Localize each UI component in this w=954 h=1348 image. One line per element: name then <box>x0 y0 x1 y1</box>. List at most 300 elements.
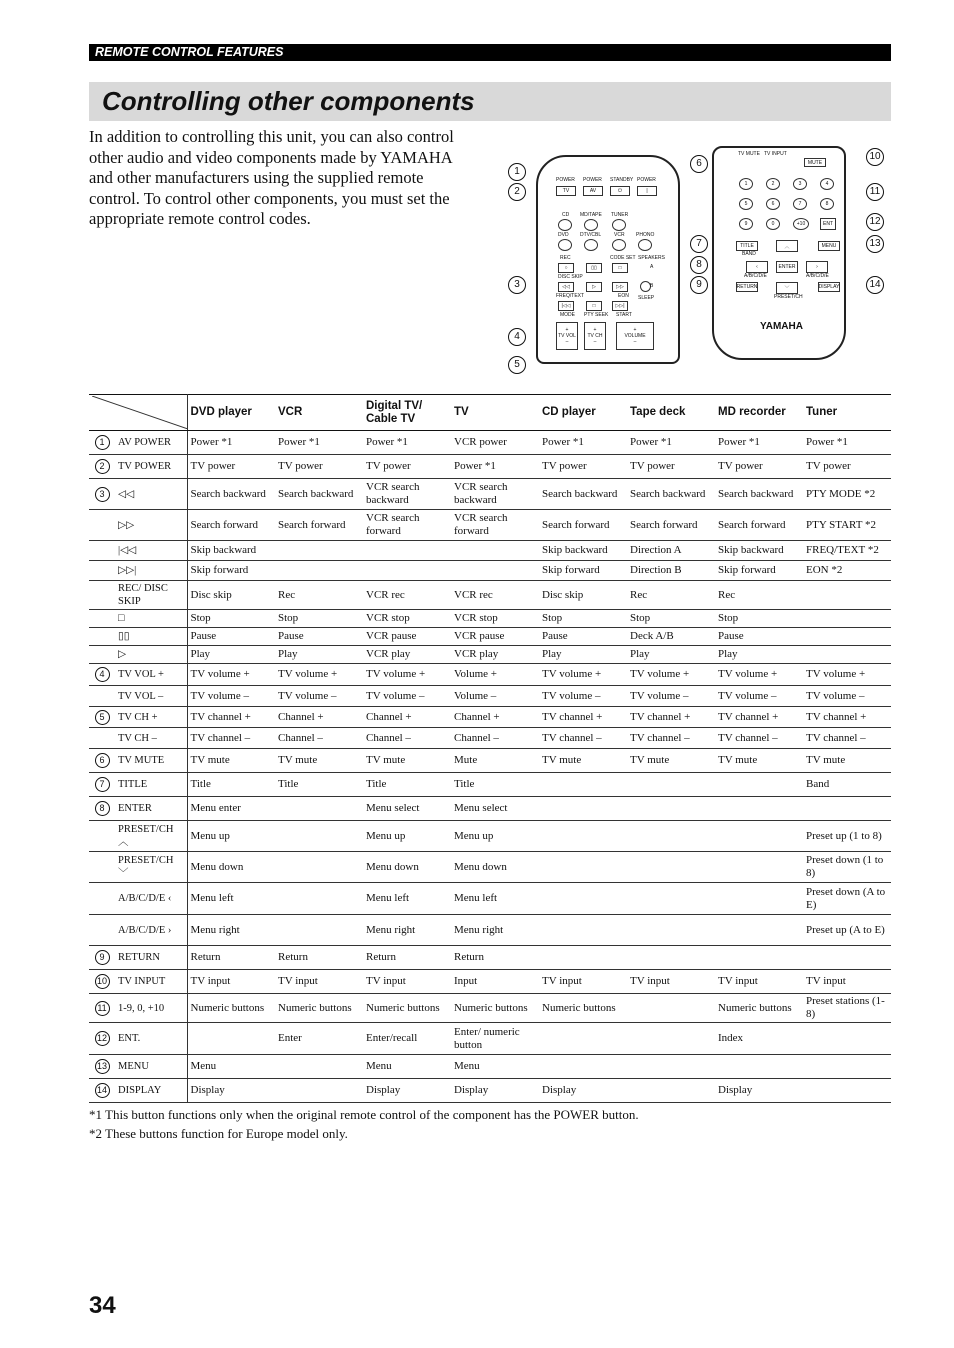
function-cell: VCR play <box>451 646 539 664</box>
row-number-cell <box>89 1079 115 1103</box>
callout-13: 13 <box>866 235 884 253</box>
tuner-button[interactable] <box>612 219 626 231</box>
function-cell: TV channel – <box>539 728 627 749</box>
function-cell: Search forward <box>715 510 803 541</box>
function-cell <box>539 773 627 797</box>
table-row <box>89 994 891 1023</box>
numeric-key[interactable]: 9 <box>739 218 753 230</box>
function-cell: Play <box>539 646 627 664</box>
stop-button[interactable]: □ <box>612 263 628 273</box>
mode-button[interactable]: □ <box>586 301 602 311</box>
row-number-badge: 11 <box>95 1001 110 1016</box>
remote-label: PRESET/CH <box>774 294 803 300</box>
dtv-cbl-button[interactable] <box>584 239 598 251</box>
function-cell <box>451 541 539 561</box>
abcde-left-button[interactable]: ‹ <box>746 261 768 273</box>
row-number-badge: 2 <box>95 459 110 474</box>
table-row <box>89 541 891 561</box>
tv-vol-rocker[interactable]: + TV VOL – <box>556 322 578 350</box>
button-name-cell: TV POWER <box>115 455 187 479</box>
function-cell: Power *1 <box>627 431 715 455</box>
table-row <box>89 707 891 728</box>
function-cell: TV volume – <box>275 686 363 707</box>
function-cell <box>275 883 363 915</box>
row-number-cell <box>89 1055 115 1079</box>
function-cell: Menu down <box>187 852 275 883</box>
volume-rocker[interactable]: + VOLUME – <box>616 322 654 350</box>
function-cell: TV volume – <box>715 686 803 707</box>
row-number-badge: 1 <box>95 435 110 450</box>
function-cell: Skip forward <box>539 561 627 581</box>
remote-label: PHONO <box>636 232 655 238</box>
function-cell: Numeric buttons <box>715 994 803 1023</box>
function-cell <box>715 946 803 970</box>
function-cell <box>627 821 715 852</box>
function-cell: Channel – <box>451 728 539 749</box>
row-number-badge: 9 <box>95 950 110 965</box>
search-forward-button[interactable]: ▷▷ <box>612 282 628 292</box>
function-cell <box>715 915 803 946</box>
numeric-key[interactable]: 8 <box>820 198 834 210</box>
function-cell: TV mute <box>275 749 363 773</box>
md-tape-button[interactable] <box>584 219 598 231</box>
function-cell <box>539 915 627 946</box>
function-cell: Pause <box>715 628 803 646</box>
function-cell: Rec <box>275 581 363 610</box>
remote-label: FREQ/TEXT <box>556 293 585 299</box>
button-name-cell: ▷▷ <box>115 510 187 541</box>
button-name-cell: ▷▷| <box>115 561 187 581</box>
row-number-cell <box>89 541 115 561</box>
play-button[interactable]: ▷ <box>586 282 602 292</box>
function-cell <box>275 1079 363 1103</box>
table-row <box>89 749 891 773</box>
corner-cell <box>89 395 187 431</box>
tv-ch-rocker[interactable]: + TV CH – <box>584 322 606 350</box>
function-cell: TV power <box>627 455 715 479</box>
callout-2: 2 <box>508 183 526 201</box>
numeric-key[interactable]: 5 <box>739 198 753 210</box>
function-cell <box>627 994 715 1023</box>
button-name-cell: MENU <box>115 1055 187 1079</box>
button-name-cell: □ <box>115 610 187 628</box>
function-cell: Skip backward <box>187 541 275 561</box>
row-number-badge: 14 <box>95 1083 110 1098</box>
function-cell <box>803 797 891 821</box>
function-cell: Band <box>803 773 891 797</box>
function-cell: Search backward <box>187 479 275 510</box>
function-cell: Display <box>539 1079 627 1103</box>
function-cell: TV volume + <box>187 664 275 686</box>
function-cell: TV volume + <box>803 664 891 686</box>
function-cell: VCR rec <box>451 581 539 610</box>
button-name-cell: TV INPUT <box>115 970 187 994</box>
function-cell <box>627 883 715 915</box>
function-cell: Disc skip <box>539 581 627 610</box>
function-cell <box>539 946 627 970</box>
function-cell: TV power <box>363 455 451 479</box>
function-cell <box>539 821 627 852</box>
function-cell: Search backward <box>539 479 627 510</box>
function-cell: Input <box>451 970 539 994</box>
function-cell: Play <box>187 646 275 664</box>
remote-label: DTV/CBL <box>580 232 602 238</box>
function-cell <box>363 561 451 581</box>
table-row <box>89 610 891 628</box>
dvd-button[interactable] <box>558 239 572 251</box>
function-cell: TV power <box>715 455 803 479</box>
function-cell: Stop <box>539 610 627 628</box>
button-name-cell: TV CH – <box>115 728 187 749</box>
callout-14: 14 <box>866 276 884 294</box>
function-cell: Power *1 <box>275 431 363 455</box>
page-title: Controlling other components <box>102 86 475 116</box>
remote-label: MODE <box>560 312 575 318</box>
column-header: DVD player <box>187 395 275 431</box>
function-cell: Return <box>275 946 363 970</box>
button-name-cell: TITLE <box>115 773 187 797</box>
footnote-1: *1 This button functions only when the original remote control of the component has the POWER button. <box>89 1107 639 1122</box>
function-cell: Direction A <box>627 541 715 561</box>
ent-key[interactable]: ENT <box>820 218 836 230</box>
function-cell: Title <box>275 773 363 797</box>
remote-label: MD/TAPE <box>580 212 602 218</box>
function-cell: Menu left <box>363 883 451 915</box>
button-name-cell: ▯▯ <box>115 628 187 646</box>
remote-code-table <box>89 394 891 1103</box>
function-cell: Pause <box>187 628 275 646</box>
function-cell: VCR play <box>363 646 451 664</box>
table-row <box>89 773 891 797</box>
menu-button[interactable]: MENU <box>818 241 840 251</box>
function-cell: Direction B <box>627 561 715 581</box>
table-row <box>89 686 891 707</box>
preset-ch-down-button[interactable]: ﹀ <box>776 282 798 294</box>
function-cell: Channel – <box>363 728 451 749</box>
row-number-cell <box>89 628 115 646</box>
function-cell <box>715 821 803 852</box>
function-cell: TV volume – <box>187 686 275 707</box>
function-cell <box>715 773 803 797</box>
row-number-cell <box>89 1023 115 1055</box>
row-number-badge: 3 <box>95 487 110 502</box>
button-name-cell: AV POWER <box>115 431 187 455</box>
skip-forward-button[interactable]: ▷▷| <box>612 301 628 311</box>
numeric-key[interactable]: 0 <box>766 218 780 230</box>
table-row <box>89 561 891 581</box>
function-cell: Menu left <box>187 883 275 915</box>
function-cell <box>187 1023 275 1055</box>
remote-label: TUNER <box>611 212 629 218</box>
function-cell: Search forward <box>539 510 627 541</box>
function-cell: Numeric buttons <box>187 994 275 1023</box>
function-cell <box>715 852 803 883</box>
callout-12: 12 <box>866 213 884 231</box>
function-cell <box>627 1023 715 1055</box>
table-row <box>89 852 891 883</box>
numeric-key[interactable]: 1 <box>739 178 753 190</box>
button-name-cell: TV VOL + <box>115 664 187 686</box>
function-cell: Volume – <box>451 686 539 707</box>
function-cell: TV channel + <box>187 707 275 728</box>
remote-label: SLEEP <box>638 295 655 301</box>
function-cell: TV input <box>363 970 451 994</box>
abcde-right-button[interactable]: › <box>806 261 828 273</box>
display-button[interactable]: DISPLAY <box>818 284 840 290</box>
function-cell <box>803 628 891 646</box>
function-cell: Title <box>187 773 275 797</box>
function-cell: TV channel + <box>539 707 627 728</box>
function-cell <box>275 1055 363 1079</box>
function-cell: VCR stop <box>451 610 539 628</box>
remote-label: START <box>616 312 632 318</box>
function-cell: Display <box>363 1079 451 1103</box>
function-cell: TV power <box>187 455 275 479</box>
plus-ten-key[interactable]: +10 <box>793 218 809 230</box>
function-cell: TV channel + <box>715 707 803 728</box>
function-cell: Preset down (A to E) <box>803 883 891 915</box>
tv-power-button[interactable]: TV <box>556 186 576 196</box>
function-cell: TV input <box>275 970 363 994</box>
table-row <box>89 646 891 664</box>
row-number-cell <box>89 455 115 479</box>
remote-label: TV INPUT <box>764 151 787 157</box>
function-cell <box>803 1023 891 1055</box>
return-button[interactable]: RETURN <box>736 284 758 290</box>
section-header: REMOTE CONTROL FEATURES <box>89 44 891 61</box>
function-cell: Numeric buttons <box>451 994 539 1023</box>
remote-label: TV MUTE <box>738 151 760 157</box>
function-cell: VCR search backward <box>451 479 539 510</box>
callout-7: 7 <box>690 235 708 253</box>
row-number-cell <box>89 561 115 581</box>
standby-button[interactable]: ⏻ <box>610 186 630 196</box>
function-cell: Search forward <box>275 510 363 541</box>
function-cell: TV mute <box>187 749 275 773</box>
row-number-cell <box>89 664 115 686</box>
button-name-cell: PRESET/CH ﹀ <box>115 852 187 883</box>
row-number-cell <box>89 821 115 852</box>
callout-5: 5 <box>508 356 526 374</box>
remote-label: SPEAKERS <box>638 255 665 261</box>
numeric-key[interactable]: 3 <box>793 178 807 190</box>
function-cell: Stop <box>187 610 275 628</box>
function-cell: TV volume – <box>803 686 891 707</box>
cd-button[interactable] <box>558 219 572 231</box>
callout-8: 8 <box>690 256 708 274</box>
function-cell <box>275 541 363 561</box>
function-cell <box>627 773 715 797</box>
function-cell: TV channel – <box>187 728 275 749</box>
function-cell: Skip forward <box>715 561 803 581</box>
tv-vol-label: TV VOL <box>558 333 576 339</box>
function-cell: Power *1 <box>363 431 451 455</box>
function-cell: TV volume + <box>275 664 363 686</box>
function-cell: Stop <box>275 610 363 628</box>
remote-label: POWER <box>583 177 602 183</box>
title-button[interactable]: TITLE <box>736 241 758 251</box>
function-cell: Power *1 <box>803 431 891 455</box>
column-header: TV <box>451 395 539 431</box>
function-cell <box>627 1055 715 1079</box>
function-cell: Disc skip <box>187 581 275 610</box>
row-number-cell <box>89 915 115 946</box>
function-cell: TV input <box>539 970 627 994</box>
function-cell: Menu up <box>187 821 275 852</box>
mute-button[interactable]: MUTE <box>804 158 826 167</box>
function-cell: Menu up <box>363 821 451 852</box>
remote-label: DVD <box>558 232 569 238</box>
button-name-cell: TV MUTE <box>115 749 187 773</box>
function-cell: Volume + <box>451 664 539 686</box>
function-cell: PTY MODE *2 <box>803 479 891 510</box>
function-cell: Rec <box>627 581 715 610</box>
function-cell: Menu down <box>451 852 539 883</box>
function-cell: Numeric buttons <box>363 994 451 1023</box>
remote-inner-panel <box>712 146 846 360</box>
function-cell: TV mute <box>715 749 803 773</box>
function-cell <box>275 797 363 821</box>
numeric-key[interactable]: 4 <box>820 178 834 190</box>
function-cell: Preset down (1 to 8) <box>803 852 891 883</box>
remote-label: CD <box>562 212 570 218</box>
function-cell: TV input <box>627 970 715 994</box>
function-cell: Stop <box>627 610 715 628</box>
function-cell <box>803 1055 891 1079</box>
function-cell: Rec <box>715 581 803 610</box>
function-cell: Channel + <box>275 707 363 728</box>
function-cell: Return <box>363 946 451 970</box>
function-cell: Power *1 <box>187 431 275 455</box>
function-cell: Search forward <box>187 510 275 541</box>
function-cell: Play <box>715 646 803 664</box>
phono-button[interactable] <box>638 239 652 251</box>
footnote-2: *2 These buttons function for Europe model only. <box>89 1126 348 1141</box>
function-cell <box>803 946 891 970</box>
table-row <box>89 946 891 970</box>
function-cell <box>803 610 891 628</box>
function-cell: Search forward <box>627 510 715 541</box>
power-button[interactable]: | <box>637 186 657 196</box>
column-header: MD recorder <box>715 395 803 431</box>
row-number-cell <box>89 797 115 821</box>
function-cell: Menu select <box>363 797 451 821</box>
av-power-button[interactable]: AV <box>583 186 603 196</box>
function-cell: VCR pause <box>363 628 451 646</box>
function-cell: Menu select <box>451 797 539 821</box>
function-cell: Skip backward <box>715 541 803 561</box>
vcr-button[interactable] <box>612 239 626 251</box>
search-backward-button[interactable]: ◁◁ <box>558 282 574 292</box>
function-cell: TV input <box>803 970 891 994</box>
function-cell: TV power <box>803 455 891 479</box>
function-cell <box>803 646 891 664</box>
intro-paragraph: In addition to controlling this unit, you can also control other audio and video components made by YAMAHA and other manufacturers using the supplied remote control. To control other components, you must set the appropriate remote control codes. <box>89 127 454 228</box>
row-number-cell <box>89 510 115 541</box>
function-cell <box>627 1079 715 1103</box>
table-row <box>89 1023 891 1055</box>
function-cell <box>715 1055 803 1079</box>
function-cell: VCR search backward <box>363 479 451 510</box>
button-name-cell: DISPLAY <box>115 1079 187 1103</box>
function-cell: Skip backward <box>539 541 627 561</box>
function-cell: Channel – <box>275 728 363 749</box>
code-table-body <box>89 431 891 1103</box>
column-header: VCR <box>275 395 363 431</box>
function-cell: TV power <box>539 455 627 479</box>
numeric-key[interactable]: 2 <box>766 178 780 190</box>
function-cell <box>539 1055 627 1079</box>
button-name-cell: PRESET/CH ︿ <box>115 821 187 852</box>
function-cell: TV channel – <box>803 728 891 749</box>
function-cell: TV volume – <box>363 686 451 707</box>
row-number-cell <box>89 707 115 728</box>
function-cell: Play <box>275 646 363 664</box>
function-cell: Menu down <box>363 852 451 883</box>
function-cell: VCR search forward <box>451 510 539 541</box>
function-cell <box>363 541 451 561</box>
remote-label: A/B/C/D/E <box>744 273 767 279</box>
function-cell: VCR pause <box>451 628 539 646</box>
table-row <box>89 970 891 994</box>
remote-label: A <box>650 264 654 270</box>
row-number-cell <box>89 773 115 797</box>
numeric-key[interactable]: 7 <box>793 198 807 210</box>
function-cell: Display <box>715 1079 803 1103</box>
table-row <box>89 1079 891 1103</box>
table-row <box>89 728 891 749</box>
function-cell: TV power <box>275 455 363 479</box>
yamaha-logo: YAMAHA <box>760 321 803 332</box>
remote-label: REC <box>560 255 571 261</box>
row-number-cell <box>89 728 115 749</box>
table-row <box>89 628 891 646</box>
button-name-cell: ▷ <box>115 646 187 664</box>
function-cell: Menu right <box>451 915 539 946</box>
function-cell: Mute <box>451 749 539 773</box>
callout-3: 3 <box>508 276 526 294</box>
skip-backward-button[interactable]: |◁◁ <box>558 301 574 311</box>
remote-label: BAND <box>742 251 756 257</box>
function-cell <box>803 581 891 610</box>
row-number-cell <box>89 646 115 664</box>
function-cell: TV channel + <box>803 707 891 728</box>
function-cell: Display <box>451 1079 539 1103</box>
rec-button[interactable]: ○ <box>558 263 574 273</box>
numeric-key[interactable]: 6 <box>766 198 780 210</box>
callout-11: 11 <box>866 183 884 201</box>
function-cell: TV volume + <box>715 664 803 686</box>
function-cell: Power *1 <box>715 431 803 455</box>
remote-label: EON <box>618 293 629 299</box>
function-cell: TV mute <box>539 749 627 773</box>
function-cell: Menu enter <box>187 797 275 821</box>
remote-label: STANDBY <box>610 177 634 183</box>
function-cell: TV volume + <box>627 664 715 686</box>
enter-button[interactable]: ENTER <box>776 261 798 273</box>
row-number-badge: 10 <box>95 974 110 989</box>
function-cell: Title <box>363 773 451 797</box>
preset-ch-up-button[interactable]: ︿ <box>776 240 798 252</box>
function-cell: Enter/recall <box>363 1023 451 1055</box>
function-cell: Skip forward <box>187 561 275 581</box>
button-name-cell: 1-9, 0, +10 <box>115 994 187 1023</box>
footnotes <box>89 1105 891 1143</box>
function-cell <box>627 852 715 883</box>
pause-button[interactable]: ▯▯ <box>586 263 602 273</box>
function-cell: TV mute <box>363 749 451 773</box>
function-cell: Search backward <box>275 479 363 510</box>
